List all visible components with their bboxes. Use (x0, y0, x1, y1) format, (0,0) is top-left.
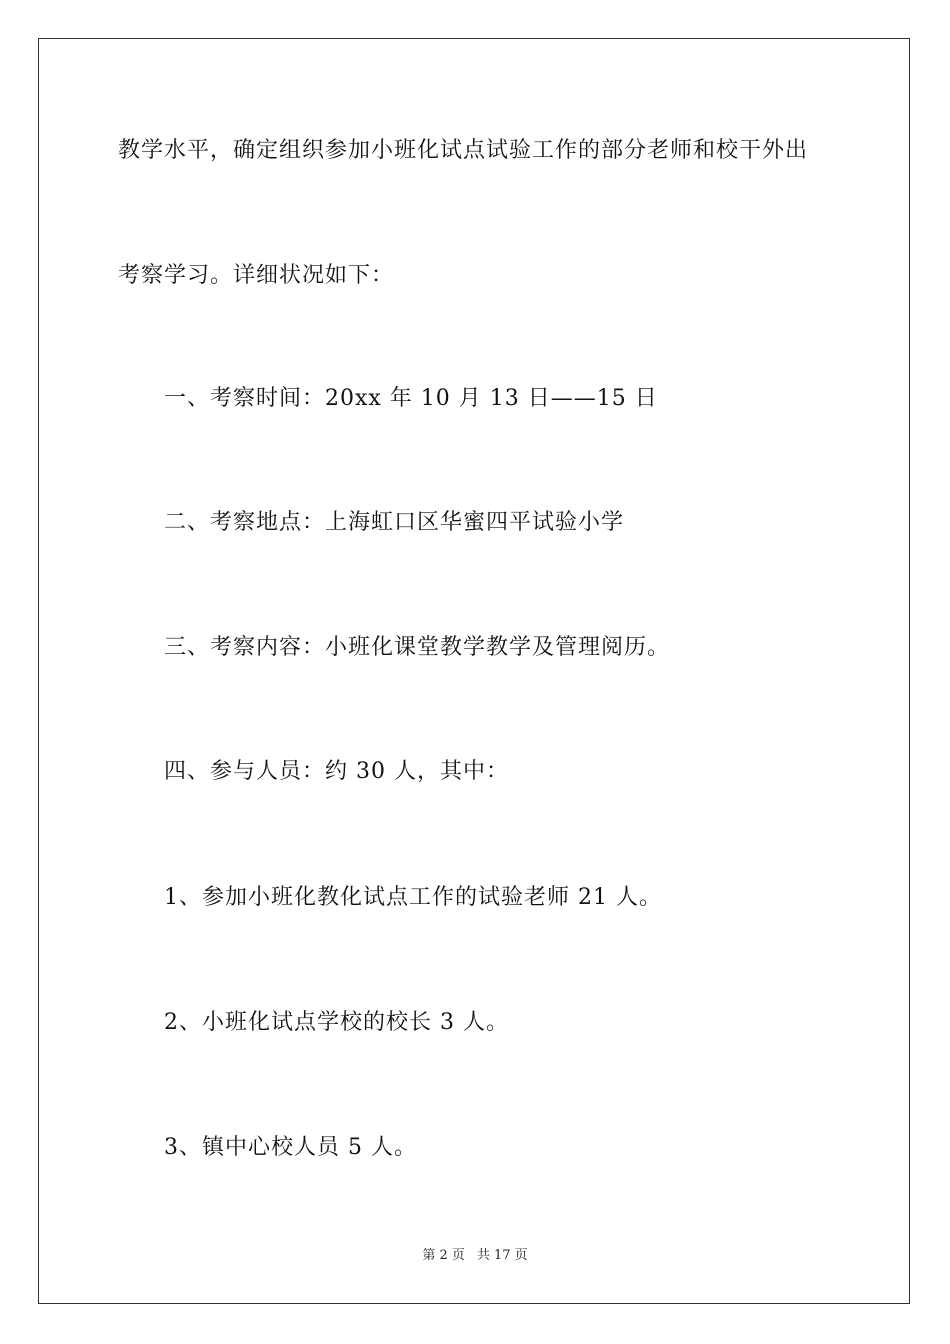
list-item: 3、镇中心校人员 5 人。 (164, 1135, 417, 1160)
list-item: 2、小班化试点学校的校长 3 人。 (164, 1010, 509, 1035)
section-line-participants: 四、参与人员：约 30 人，其中： (164, 759, 509, 784)
list-item: 1、参加小班化教化试点工作的试验老师 21 人。 (164, 885, 662, 910)
page-number-current: 第 2 页 (422, 1248, 465, 1263)
page-number-total: 共 17 页 (476, 1248, 528, 1263)
paragraph-line: 教学水平，确定组织参加小班化试点试验工作的部分老师和校干外出 (118, 138, 809, 163)
paragraph-line: 考察学习。详细状况如下： (118, 263, 395, 288)
section-line-time: 一、考察时间：20xx 年 10 月 13 日——15 日 (164, 386, 658, 411)
section-line-content: 三、考察内容：小班化课堂教学教学及管理阅历。 (164, 635, 671, 660)
page-frame (38, 38, 910, 1304)
section-line-location: 二、考察地点：上海虹口区华蜜四平试验小学 (164, 510, 625, 535)
page-footer (0, 1247, 950, 1265)
